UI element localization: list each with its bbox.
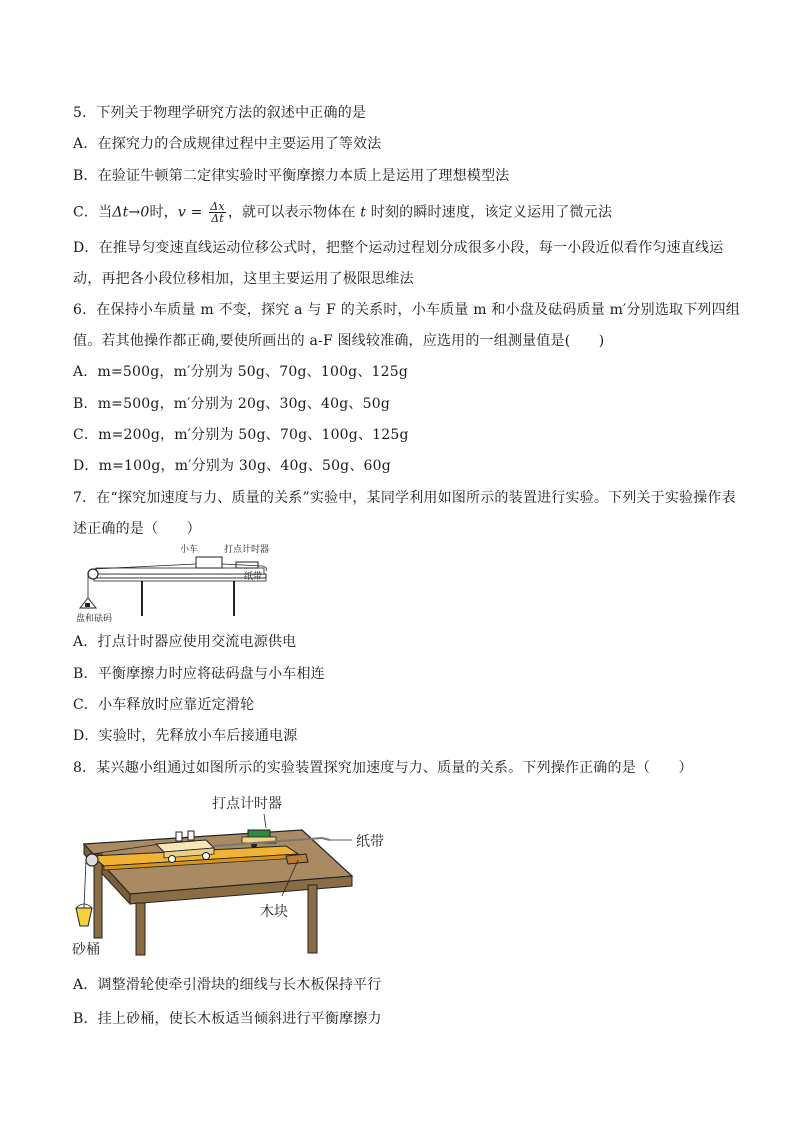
q7-option-b: B．平衡摩擦力时应将砝码盘与小车相连 xyxy=(73,666,325,682)
q5-c-t: t xyxy=(360,204,367,221)
q7-label-car: 小车 xyxy=(180,545,199,555)
q5-option-a: A．在探究力的合成规律过程中主要运用了等效法 xyxy=(73,136,382,152)
q8-cart-wheel-2 xyxy=(203,853,210,860)
q8-option-a: A．调整滑轮使牵引滑块的细线与长木板保持平行 xyxy=(73,977,382,993)
q8-cart-weight-1 xyxy=(176,832,182,841)
q8-table-leg-front-left xyxy=(136,903,145,955)
q7-pulley xyxy=(88,569,98,579)
q8-table-leg-front-right xyxy=(308,885,317,953)
q7-table-top xyxy=(94,574,266,578)
q5-c-mid: 时， xyxy=(149,204,178,221)
q7-table-edge xyxy=(94,578,266,581)
q8-label-tape: 纸带 xyxy=(356,834,384,850)
q6-option-c: C．m=200g，m′分别为 50g、70g、100g、125g xyxy=(73,427,409,443)
q5-stem: 5．下列关于物理学研究方法的叙述中正确的是 xyxy=(73,105,367,121)
q7-stem-line1: 7．在“探究加速度与力、质量的关系”实验中，某同学利用如图所示的装置进行实验。下列关于实验操作表 xyxy=(73,490,736,506)
q5-c-fraction xyxy=(209,201,226,224)
q5-option-d-line1: D．在推导匀变速直线运动位移公式时，把整个运动过程划分成很多小段，每一小段近似看作匀速直线运 xyxy=(73,240,724,256)
q5-c-post2: 时刻的瞬时速度，该定义运用了微元法 xyxy=(366,204,613,221)
q7-label-timer: 打点计时器 xyxy=(224,545,270,555)
q8-string-hanging xyxy=(84,860,86,908)
q8-stem: 8．某兴趣小组通过如图所示的实验装置探究加速度与力、质量的关系。下列操作正确的是（ ） xyxy=(73,760,693,776)
q8-label-bucket: 砂桶 xyxy=(72,942,100,958)
q7-label-tape: 纸带 xyxy=(244,572,263,582)
q8-sand-bucket xyxy=(76,908,92,926)
q7-stem-line2: 述正确的是（ ） xyxy=(73,521,201,537)
q8-table-leg-back-left xyxy=(94,854,102,938)
q5-option-c xyxy=(73,201,612,224)
q8-apparatus-figure xyxy=(72,790,402,960)
q5-c-denominator: Δt xyxy=(211,212,224,225)
q5-c-eq: = xyxy=(186,204,208,221)
q8-cart-wheel-1 xyxy=(169,856,176,863)
q7-option-c: C．小车释放时应靠近定滑轮 xyxy=(73,697,255,713)
q6-stem-line1: 6．在保持小车质量 m 不变，探究 a 与 F 的关系时，小车质量 m 和小盘及砝码质量 m′分别选取下列四组 xyxy=(73,302,741,318)
q8-leader-timer xyxy=(264,814,266,828)
q7-weight xyxy=(85,603,90,607)
q8-label-block: 木块 xyxy=(260,904,288,920)
q5-c-dt: Δt→0 xyxy=(112,204,150,221)
q6-stem-line2: 值。若其他操作都正确,要使所画出的 a-F 图线较准确，应选用的一组测量值是( ) xyxy=(73,333,605,349)
q7-apparatus-svg xyxy=(76,540,276,624)
q5-c-numerator: Δx xyxy=(210,200,225,213)
q7-option-d: D．实验时，先释放小车后接通电源 xyxy=(73,728,298,744)
q6-option-a: A．m=500g，m′分别为 50g、70g、100g、125g xyxy=(73,364,409,380)
q5-c-post1: ，就可以表示物体在 xyxy=(227,204,361,221)
q6-option-d: D．m=100g，m′分别为 30g、40g、50g、60g xyxy=(73,458,391,474)
q8-option-b: B．挂上砂桶，使长木板适当倾斜进行平衡摩擦力 xyxy=(73,1011,382,1027)
q8-cart-weight-2 xyxy=(188,831,194,840)
q7-apparatus-figure xyxy=(76,540,276,624)
q5-option-b: B．在验证牛顿第二定律实验时平衡摩擦力本质上是运用了理想模型法 xyxy=(73,168,510,184)
q8-apparatus-svg xyxy=(72,790,402,960)
q8-label-timer: 打点计时器 xyxy=(212,796,282,812)
q6-option-b: B．m=500g，m′分别为 20g、30g、40g、50g xyxy=(73,396,390,412)
q5-c-prefix: C．当 xyxy=(73,204,113,221)
q5-option-d-line2: 动，再把各小段位移相加，这里主要运用了极限思维法 xyxy=(73,271,414,287)
q7-option-a: A．打点计时器应使用交流电源供电 xyxy=(73,634,297,650)
q7-cart xyxy=(196,557,222,568)
q5-c-v: v xyxy=(177,204,187,221)
q8-pulley xyxy=(86,854,98,866)
q7-board xyxy=(96,568,264,574)
q7-label-pan: 盘和砝码 xyxy=(76,614,113,624)
